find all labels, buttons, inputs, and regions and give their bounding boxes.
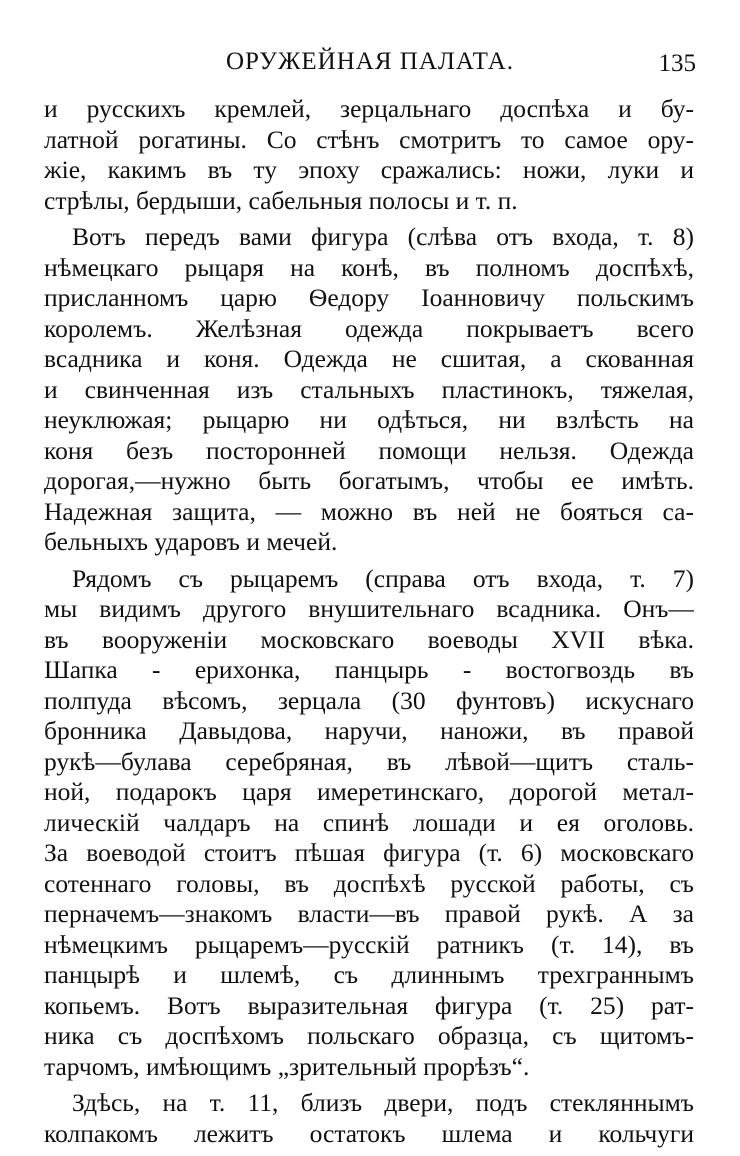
page-number: 135 [658,50,696,77]
text-line: нѣмецкимъ рыцаремъ—русскій ратникъ (т. 14), въ [44,929,694,959]
text-line: неуклюжая; рыцарю ни одѣться, ни взлѣсть на [44,405,694,434]
text-line: и свинченная изъ стальныхъ пластинокъ, тяжелая, [44,374,694,404]
text-line: бронника Давыдова, наручи, наножи, въ правой [44,716,694,745]
text-line: коня безъ посторонней помощи нельзя. Одежда [44,435,694,465]
text-line: сотеннаго головы, въ доспѣхѣ русской работы, съ [44,868,694,898]
text-line: Вотъ передъ вами фигура (слѣва отъ входа, т. 8) [72,222,694,251]
text-line: панцырѣ и шлемѣ, съ длиннымъ трехграннымъ [44,960,694,989]
text-line: перначемъ—знакомъ власти—въ правой рукѣ. А за [44,899,694,928]
running-title: ОРУЖЕЙНАЯ ПАЛАТА. [225,48,515,75]
running-head [44,44,696,80]
text-line: бельныхъ ударовъ и мечей. [44,527,338,556]
text-line: нѣмецкаго рыцаря на конѣ, въ полномъ доспѣхѣ, [44,252,694,282]
text-line: латной рогатины. Со стѣнъ смотритъ то самое ору- [44,124,694,154]
body-text [44,94,694,1155]
text-line: Рядомъ съ рыцаремъ (справа отъ входа, т. 7) [72,563,694,593]
text-line: мы видимъ другого внушительнаго всадника. Онъ— [44,594,694,623]
text-line: За воеводой стоитъ пѣшая фигура (т. 6) московскаго [44,838,694,867]
paragraph-4 [44,1088,694,1149]
text-line: колпакомъ лежитъ остатокъ шлема и кольчуги [44,1118,694,1148]
text-line: лическій чалдаръ на спинѣ лошади и ея оголовь. [44,807,694,837]
paragraph-3 [44,564,694,1083]
text-line: Здѣсь, на т. 11, близъ двери, подъ стекляннымъ [72,1088,694,1117]
text-line: въ вооруженіи московскаго воеводы XVII вѣка. [44,624,694,654]
text-line: и русскихъ кремлей, зерцальнаго доспѣха и бу- [44,94,694,123]
text-line: полпуда вѣсомъ, зерцала (30 фунтовъ) искуснаго [44,685,694,715]
text-line: присланномъ царю Ѳедору Іоанновичу польскимъ [44,283,694,312]
text-line: дорогая,—нужно быть богатымъ, чтобы ее имѣть. [44,466,694,495]
text-line: жіе, какимъ въ ту эпоху сражались: ножи, луки и [44,155,694,184]
text-line: тарчомъ, имѣющимъ „зрительный прорѣзъ“. [44,1051,530,1081]
paragraph-1 [44,94,694,216]
text-line: королемъ. Желѣзная одежда покрываетъ всего [44,313,694,343]
text-line: стрѣлы, бердыши, сабельныя полосы и т. п. [44,185,518,215]
text-line: рукѣ—булава серебряная, въ лѣвой—щитъ сталь- [44,746,694,776]
text-line: ной, подарокъ царя имеретинскаго, дорогой метал- [44,777,694,806]
text-line: копьемъ. Вотъ выразительная фигура (т. 25) рат- [44,990,694,1020]
text-line: Надежная защита, — можно въ ней не бояться са- [44,496,694,526]
text-line: Шапка - ерихонка, панцырь - востогвоздь въ [44,655,694,684]
text-line: ника съ доспѣхомъ польскаго образца, съ щитомъ- [44,1021,694,1050]
text-line: всадника и коня. Одежда не сшитая, а скованная [44,344,694,373]
paragraph-2 [44,222,694,558]
